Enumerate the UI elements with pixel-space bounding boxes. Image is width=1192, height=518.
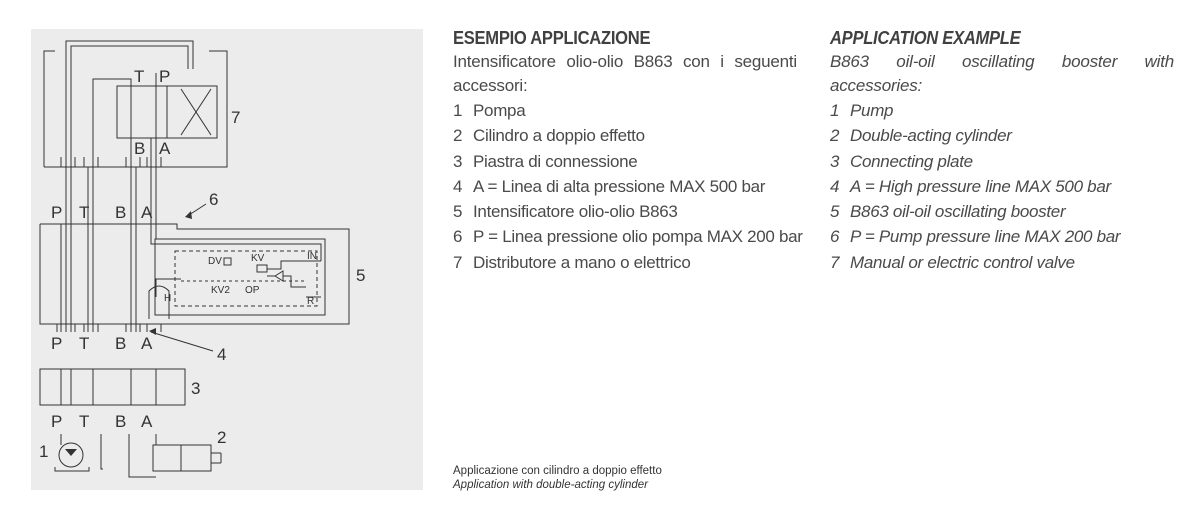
- english-list: [830, 98, 1174, 275]
- callout-4: 4: [217, 345, 227, 364]
- callout-1: 1: [39, 442, 49, 461]
- port-label: B: [115, 334, 127, 353]
- english-heading: APPLICATION EXAMPLE: [830, 28, 1021, 48]
- port-label-a: A: [159, 139, 171, 158]
- list-item: 3 Piastra di connessione: [453, 151, 638, 171]
- italian-intro: Intensificatore olio-olio B863 con i seguenti accessori:: [453, 52, 797, 95]
- list-item: 4 A = High pressure line MAX 500 bar: [830, 176, 1111, 196]
- english-intro: B863 oil-oil oscillating booster with accessories:: [830, 52, 1174, 95]
- italian-heading: ESEMPIO APPLICAZIONE: [453, 28, 651, 48]
- callout-5: 5: [356, 266, 366, 285]
- list-item: 7 Distributore a mano o elettrico: [453, 252, 691, 272]
- booster-label-h: H: [164, 293, 172, 304]
- booster-label-op: OP: [245, 285, 260, 296]
- callout-2: 2: [217, 428, 227, 447]
- list-item: 4 A = Linea di alta pressione MAX 500 bar: [453, 176, 766, 196]
- list-item: 1 Pump: [830, 101, 894, 120]
- list-item: 1 Pompa: [453, 101, 526, 120]
- port-label: A: [141, 203, 153, 222]
- english-column: [830, 28, 1174, 275]
- callout-6: 6: [209, 190, 219, 209]
- booster-label-in: IN: [307, 251, 317, 262]
- port-label: A: [141, 412, 153, 431]
- list-item: 2 Cilindro a doppio effetto: [453, 126, 645, 146]
- port-label: P: [51, 334, 63, 353]
- port-label: P: [51, 203, 63, 222]
- italian-list: [453, 98, 803, 275]
- caption-english: Application with double-acting cylinder: [453, 479, 648, 491]
- list-item: 6 P = Pump pressure line MAX 200 bar: [830, 227, 1121, 247]
- list-item: 7 Manual or electric control valve: [830, 252, 1075, 272]
- port-label: T: [79, 412, 90, 431]
- port-label-b: B: [134, 139, 146, 158]
- port-label: B: [115, 412, 127, 431]
- callout-7: 7: [231, 108, 241, 127]
- port-label-t: T: [134, 67, 145, 86]
- booster-label-kv: KV: [251, 253, 265, 264]
- caption-italian: Applicazione con cilindro a doppio effetto: [453, 465, 662, 477]
- list-item: 2 Double-acting cylinder: [830, 126, 1012, 146]
- port-label: P: [51, 412, 63, 431]
- port-label: T: [79, 334, 90, 353]
- list-item: 5 Intensificatore olio-olio B863: [453, 202, 678, 222]
- list-item: 5 B863 oil-oil oscillating booster: [830, 202, 1066, 222]
- list-item: 6 P = Linea pressione olio pompa MAX 200 bar: [453, 227, 803, 247]
- italian-column: [453, 28, 803, 275]
- booster-label-dv: DV: [208, 256, 222, 267]
- booster-label-kv2: KV2: [211, 285, 230, 296]
- port-label-p: P: [159, 67, 171, 86]
- port-label: B: [115, 203, 127, 222]
- hydraulic-diagram: [31, 29, 423, 490]
- list-item: 3 Connecting plate: [830, 151, 973, 171]
- callout-3: 3: [191, 379, 201, 398]
- booster-label-r: R: [307, 296, 315, 307]
- port-label: A: [141, 334, 153, 353]
- port-label: T: [79, 203, 90, 222]
- figure-caption: [453, 464, 662, 492]
